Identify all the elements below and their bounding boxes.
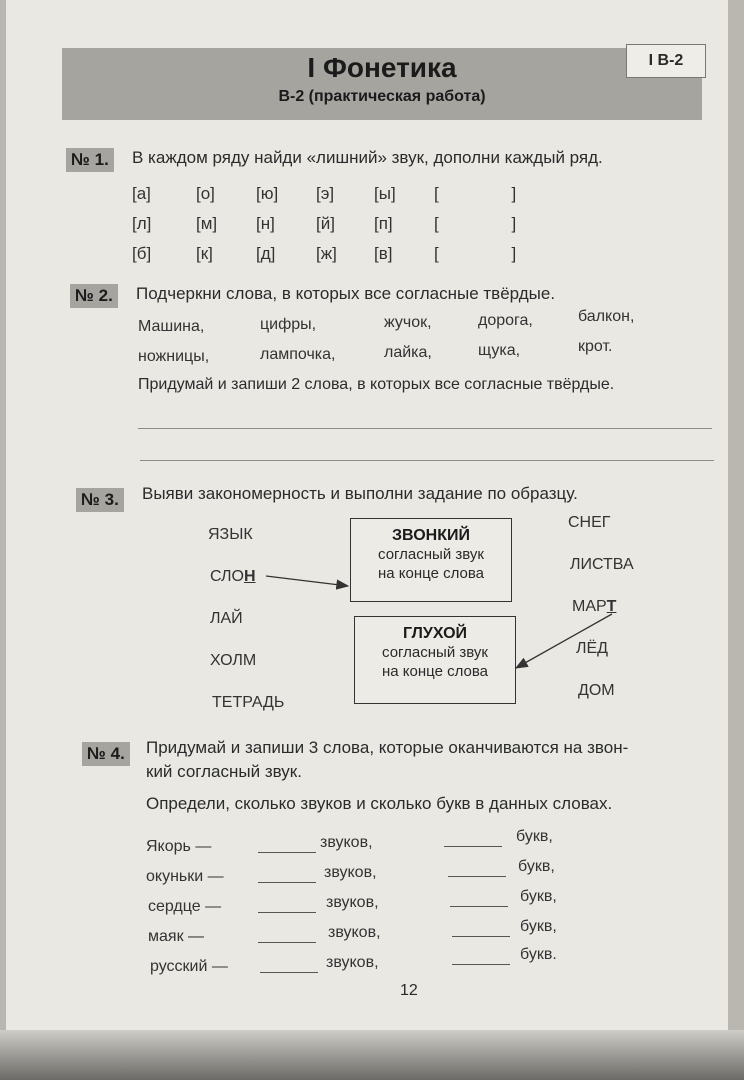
right-word-example: МАРТ	[572, 598, 617, 615]
letters-label: букв,	[516, 828, 553, 845]
voiced-heading: ЗВОНКИЙ	[392, 527, 470, 544]
letters-blank[interactable]	[450, 906, 508, 907]
sound: [д]	[256, 244, 276, 263]
right-word: ДОМ	[578, 682, 615, 699]
letters-blank[interactable]	[444, 846, 502, 847]
sounds-label: звуков,	[326, 954, 379, 971]
word[interactable]: крот.	[578, 338, 613, 355]
sound: [н]	[256, 214, 275, 233]
sound: [а]	[132, 184, 151, 203]
word[interactable]: лампочка,	[260, 346, 336, 363]
sound: [б]	[132, 244, 152, 263]
sound: [ы]	[374, 184, 396, 203]
task3-number: № 3.	[76, 488, 124, 512]
left-word: ЛАЙ	[210, 610, 243, 627]
arrow-to-voiced	[266, 576, 348, 586]
sound: [й]	[316, 214, 335, 233]
sounds-blank[interactable]	[260, 972, 318, 973]
right-word: ЛЁД	[576, 640, 609, 657]
word[interactable]: цифры,	[260, 316, 317, 333]
sound: [ж]	[316, 244, 337, 263]
sounds-label: звуков,	[320, 834, 373, 851]
word[interactable]: жучок,	[384, 314, 432, 331]
voiced-line1: согласный звук	[378, 546, 484, 563]
count-word: Якорь —	[146, 838, 212, 855]
word[interactable]: щука,	[478, 342, 521, 359]
count-word: сердце —	[148, 898, 222, 915]
task1-text: В каждом ряду найди «лишний» звук, дополни каждый ряд.	[132, 148, 603, 167]
sound: [в]	[374, 244, 393, 263]
right-word: ЛИСТВА	[570, 556, 634, 573]
arrow-to-voiceless	[516, 614, 612, 668]
task2-text2: Придумай и запиши 2 слова, в которых все согласные твёрдые.	[138, 376, 615, 393]
task4-text1: Придумай и запиши 3 слова, которые оканчиваются на звон-	[146, 738, 629, 757]
word[interactable]: Машина,	[138, 318, 205, 335]
sounds-label: звуков,	[326, 894, 379, 911]
left-word-example: СЛОН	[210, 568, 256, 585]
sounds-blank[interactable]	[258, 852, 316, 853]
sound: [э]	[316, 184, 335, 203]
letters-label: букв.	[520, 946, 557, 963]
voiceless-line1: согласный звук	[382, 644, 488, 661]
letters-label: букв,	[518, 858, 555, 875]
count-word: окуньки —	[146, 868, 224, 885]
sound: [п]	[374, 214, 393, 233]
word[interactable]: балкон,	[578, 308, 635, 325]
page-subtitle: В-2 (практическая работа)	[278, 88, 486, 105]
word[interactable]: лайка,	[384, 344, 432, 361]
sound: [м]	[196, 214, 218, 233]
letters-label: букв,	[520, 918, 557, 935]
sound: [ю]	[256, 184, 279, 203]
letters-blank[interactable]	[448, 876, 506, 877]
voiceless-heading: ГЛУХОЙ	[402, 625, 468, 642]
task2-text: Подчеркни слова, в которых все согласные твёрдые.	[136, 284, 556, 303]
count-word: русский —	[150, 958, 228, 975]
letters-blank[interactable]	[452, 964, 510, 965]
page-number: 12	[400, 982, 418, 999]
letters-label: букв,	[520, 888, 557, 905]
task4-text3: Определи, сколько звуков и сколько букв в данных словах.	[146, 794, 613, 813]
sound: [к]	[196, 244, 213, 263]
sound: [л]	[132, 214, 152, 233]
task4-number: № 4.	[82, 742, 130, 766]
answer-blank[interactable]: [ ]	[434, 214, 551, 233]
task2-number: № 2.	[70, 284, 118, 308]
task1-number: № 1.	[66, 148, 114, 172]
word[interactable]: ножницы,	[138, 348, 210, 365]
sounds-blank[interactable]	[258, 912, 316, 913]
voiceless-line2: на конце слова	[382, 663, 488, 680]
letters-blank[interactable]	[452, 936, 510, 937]
word[interactable]: дорога,	[478, 312, 533, 329]
task4-text2: кий согласный звук.	[146, 762, 302, 781]
left-word: ХОЛМ	[210, 652, 257, 669]
voiced-line2: на конце слова	[378, 565, 484, 582]
task3-text: Выяви закономерность и выполни задание по образцу.	[142, 484, 578, 503]
variant-tag: I В-2	[626, 44, 706, 78]
count-word: маяк —	[148, 928, 205, 945]
sound: [о]	[196, 184, 215, 203]
left-word: ТЕТРАДЬ	[212, 694, 285, 711]
answer-blank[interactable]: [ ]	[434, 244, 551, 263]
right-word: СНЕГ	[568, 514, 611, 531]
left-word: ЯЗЫК	[208, 526, 253, 543]
sounds-blank[interactable]	[258, 942, 316, 943]
answer-blank[interactable]: [ ]	[434, 184, 551, 203]
page-title: I Фонетика	[307, 52, 457, 83]
sounds-label: звуков,	[328, 924, 381, 941]
sounds-blank[interactable]	[258, 882, 316, 883]
sounds-label: звуков,	[324, 864, 377, 881]
